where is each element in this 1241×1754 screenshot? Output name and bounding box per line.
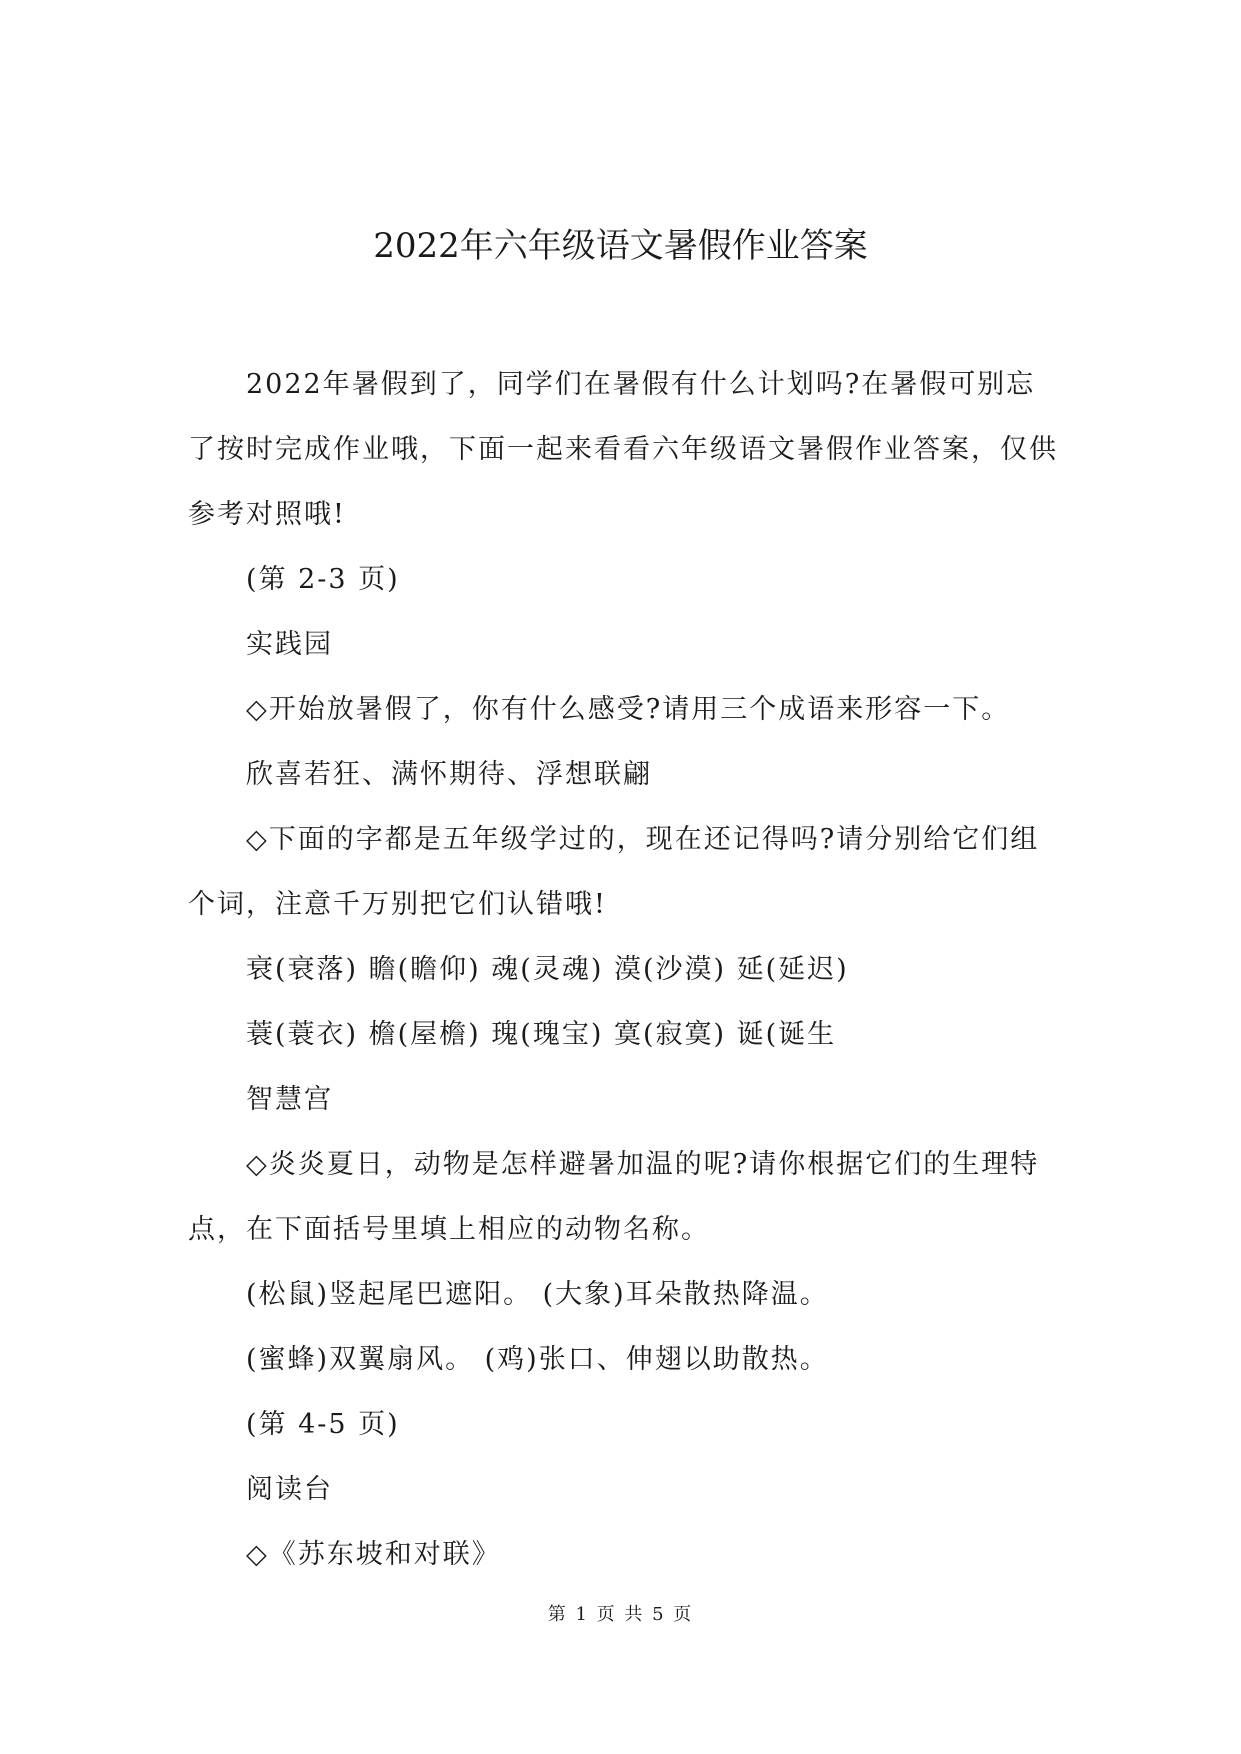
answer-word-groups-2: 蓑(蓑衣) 檐(屋檐) 瑰(瑰宝) 寞(寂寞) 诞(诞生 [246,1019,837,1050]
question-summer-feeling: ◇开始放暑假了，你有什么感受?请用三个成语来形容一下。 [246,694,1011,725]
answer-animals-1: (松鼠)竖起尾巴遮阳。 (大象)耳朵散热降温。 [246,1279,829,1310]
document-title: 2022年六年级语文暑假作业答案 [373,226,868,266]
answer-idioms: 欣喜若狂、满怀期待、浮想联翩 [246,759,652,790]
reading-item-su-dongpo: ◇《苏东坡和对联》 [246,1539,501,1570]
paragraph-page-range-4-5: (第 4-5 页) [246,1409,400,1440]
question-word-groups: ◇下面的字都是五年级学过的，现在还记得吗?请分别给它们组个词，注意千万别把它们认错哦! [188,824,1040,920]
answer-word-groups-1: 衰(衰落) 瞻(瞻仰) 魂(灵魂) 漠(沙漠) 延(延迟) [246,954,849,985]
paragraph-page-range-2-3: (第 2-3 页) [246,564,400,595]
answer-animals-2: (蜜蜂)双翼扇风。 (鸡)张口、伸翅以助散热。 [246,1344,829,1375]
paragraph-intro: 2022年暑假到了，同学们在暑假有什么计划吗?在暑假可别忘了按时完成作业哦，下面一起来看看六年级语文暑假作业答案，仅供参考对照哦! [188,369,1058,530]
section-heading-reading: 阅读台 [246,1474,333,1505]
question-animals-heat: ◇炎炎夏日，动物是怎样避暑加温的呢?请你根据它们的生理特点，在下面括号里填上相应的动物名称。 [188,1149,1040,1245]
page-footer: 第 1 页 共 5 页 [547,1604,694,1625]
document-body [188,352,1064,1587]
section-heading-practice: 实践园 [246,629,333,660]
section-heading-wisdom: 智慧宫 [246,1084,333,1115]
